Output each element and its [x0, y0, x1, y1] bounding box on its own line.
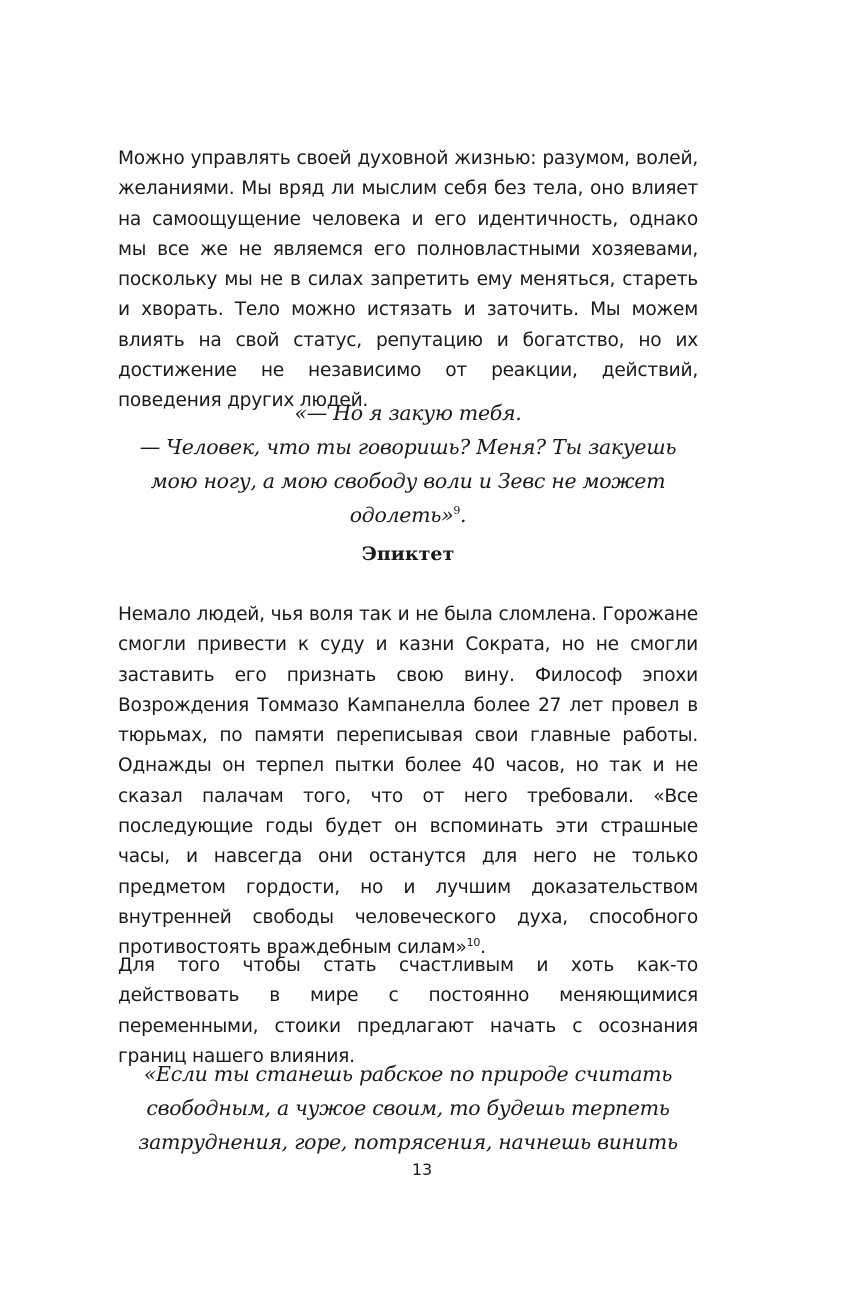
quote-line-last — [118, 498, 698, 532]
footnote-marker: 9 — [453, 504, 461, 518]
epictetus-quote — [118, 396, 698, 532]
quote-line: мою ногу, а мою свободу воли и Зевс не может — [150, 469, 666, 493]
paragraph-2-text: Немало людей, чья воля так и не была сломлена. Горожане смогли привести к суду и казни Сократа, но не смогли заставить его признать свою вину. Философ эпохи Возрождения Томмазо Кампанелла более 27 лет провел в тюрьмах, по памяти переписывая свои главные работы. Однажды он терпел пытки более 40 часов, но так и не сказал палачам того, что от него требовали. «Все последующие годы будет он вспоминать эти страшные часы, и навсегда они останутся для него не только предметом гордости, но и лучшим доказательством внутренней свободы человеческого духа, способного противостоять враждебным силам» — [118, 604, 698, 959]
quote-line: — Человек, что ты говоришь? Меня? Ты закуешь — [139, 435, 677, 459]
quote-author: Эпиктет — [361, 543, 455, 565]
second-quote — [118, 1057, 698, 1159]
paragraph-2 — [118, 600, 698, 964]
quote-line: свободным, а чужое своим, то будешь терпеть — [146, 1096, 670, 1120]
quote-punctuation: . — [460, 503, 467, 527]
quote-line: затруднения, горе, потрясения, начнешь винить — [138, 1130, 678, 1154]
page-number: 13 — [411, 1160, 433, 1179]
quote-text: одолеть» — [349, 503, 454, 527]
quote-line: «— Но я закую тебя. — [294, 401, 522, 425]
paragraph-1: Можно управлять своей духовной жизнью: разумом, волей, желаниями. Мы вряд ли мыслим себя без тела, оно влияет на самоощущение человека и его идентичность, однако мы все же не являемся его полновластными хозяевами, поскольку мы не в силах запретить ему меняться, стареть и хворать. Тело можно истязать и заточить. Мы можем влиять на свой статус, репутацию и богатство, но их достижение не независимо от реакции, действий, поведения других людей. — [118, 148, 698, 412]
footnote-marker: 10 — [466, 936, 481, 950]
quote-line: «Если ты станешь рабское по природе считать — [143, 1062, 673, 1086]
paragraph-3: Для того чтобы стать счастливым и хоть как-то действовать в мире с постоянно меняющимися переменными, стоики предлагают начать с осознания границ нашего влияния. — [118, 955, 698, 1067]
paragraph-2-punctuation: . — [480, 937, 486, 959]
